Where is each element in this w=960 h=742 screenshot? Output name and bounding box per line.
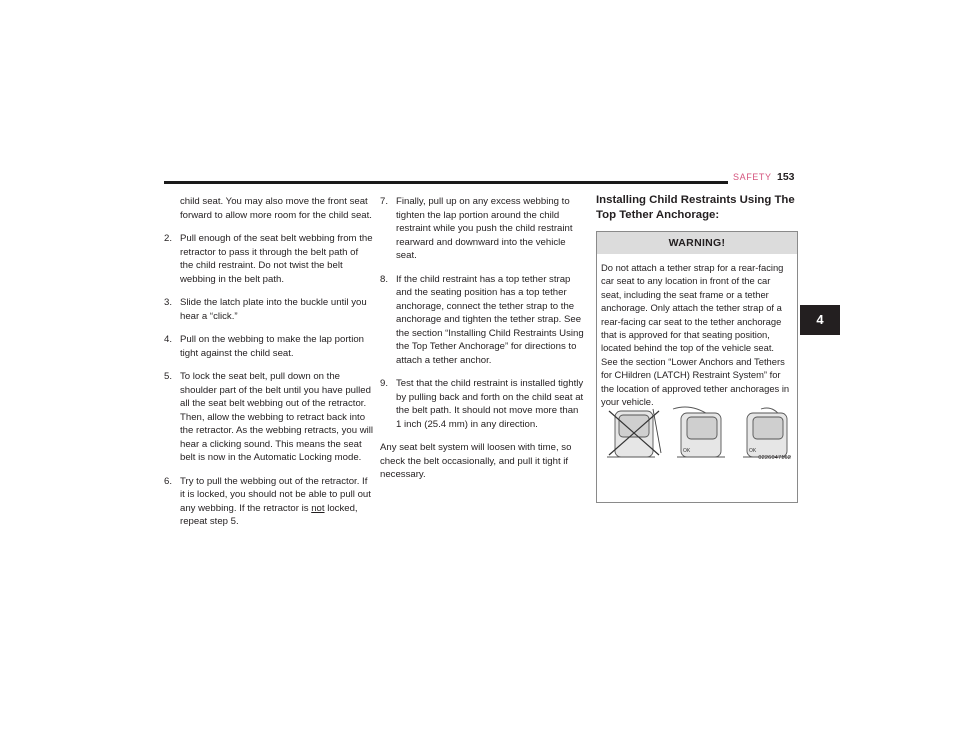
step-text: Finally, pull up on any excess webbing to tighten the lap portion around the child restraint while you push the child restraint rearward and downward into the vehicle seat. bbox=[396, 196, 573, 261]
step-text bbox=[180, 475, 374, 529]
step-text: Pull on the webbing to make the lap portion tight against the child seat. bbox=[180, 334, 365, 359]
emphasis-not: not bbox=[311, 502, 325, 514]
step-number: 3. bbox=[164, 297, 173, 308]
step-text: Slide the latch plate into the buckle until you hear a “click.” bbox=[180, 297, 367, 322]
column-middle bbox=[380, 195, 585, 482]
seat-correct-drawing-1 bbox=[673, 407, 725, 457]
warning-box bbox=[596, 231, 798, 503]
continuation-text: child seat. You may also move the front seat forward to allow more room for the child seat. bbox=[180, 196, 372, 221]
header-rule bbox=[164, 181, 728, 184]
step-number: 9. bbox=[380, 378, 389, 389]
step-text-before: Try to pull the webbing out of the retractor. If it is locked, you should not be able to pull out any webbing. If the retractor is bbox=[180, 475, 371, 514]
body-paragraph: Any seat belt system will loosen with time, so check the belt occasionally, and pull it tight if necessary. bbox=[380, 442, 572, 480]
seat-incorrect-drawing bbox=[607, 409, 661, 457]
step-number: 7. bbox=[380, 196, 389, 207]
step-text: Pull enough of the seat belt webbing from the retractor to pass it through the belt path of the child restraint. Do not twist the belt webbing in the belt path. bbox=[180, 233, 373, 285]
step-7 bbox=[380, 195, 585, 263]
chapter-tab: 4 bbox=[800, 305, 840, 335]
column-left bbox=[164, 195, 374, 539]
warning-text: Do not attach a tether strap for a rear-facing car seat to any location in front of the car seat, including the seat frame or a tether anchorage. Only attach the tether strap of a rear-facing car seat to the tether anchorage that is approved for that seating position, located behind the top of the vehicle seat. See the section “Lower Anchors and Tethers for CHildren (LATCH) Restraint System” for the location of approved tether anchorages in your vehicle. bbox=[601, 262, 790, 408]
step-5 bbox=[164, 370, 374, 465]
section-label: SAFETY bbox=[733, 172, 772, 182]
section-title: Installing Child Restraints Using The Top Tether Anchorage: bbox=[596, 194, 795, 221]
step-number: 5. bbox=[164, 371, 173, 382]
ok-label-1: OK bbox=[683, 448, 691, 454]
step-number: 6. bbox=[164, 475, 173, 487]
figure-code: 0226047162 bbox=[758, 455, 791, 461]
step-number: 4. bbox=[164, 334, 173, 345]
warning-heading: WARNING! bbox=[597, 232, 797, 254]
ok-label-2: OK bbox=[749, 448, 757, 454]
step-8 bbox=[380, 273, 585, 368]
column-right bbox=[596, 193, 798, 503]
step-6 bbox=[164, 475, 374, 529]
step-number: 8. bbox=[380, 273, 389, 285]
step-text: Test that the child restraint is installed tightly by pulling back and forth on the child seat at the belt path. It should not move more than 1 inch (25.4 mm) in any direction. bbox=[396, 378, 584, 430]
step-3 bbox=[164, 296, 374, 323]
step-text: If the child restraint has a top tether strap and the seating position has a top tether anchorage, connect the tether strap to the anchorage and tighten the tether strap. See the section “Installing Child Restraints Using the Top Tether Anchorage” for directions to attach a tether anchor. bbox=[396, 273, 584, 366]
page-number: 153 bbox=[777, 171, 795, 183]
step-9 bbox=[380, 377, 585, 431]
step-2 bbox=[164, 232, 374, 286]
step-number: 2. bbox=[164, 233, 173, 244]
step-text-after: locked, repeat step 5. bbox=[180, 502, 358, 527]
step-text: To lock the seat belt, pull down on the shoulder part of the belt until you have pulled all the seat belt webbing out of the retractor. Then, allow the webbing to retract back into the retractor. As the webbing retracts, you will hear a clicking sound. This means the seat belt is now in the Automatic Locking mode. bbox=[180, 371, 374, 463]
step-4 bbox=[164, 333, 374, 360]
